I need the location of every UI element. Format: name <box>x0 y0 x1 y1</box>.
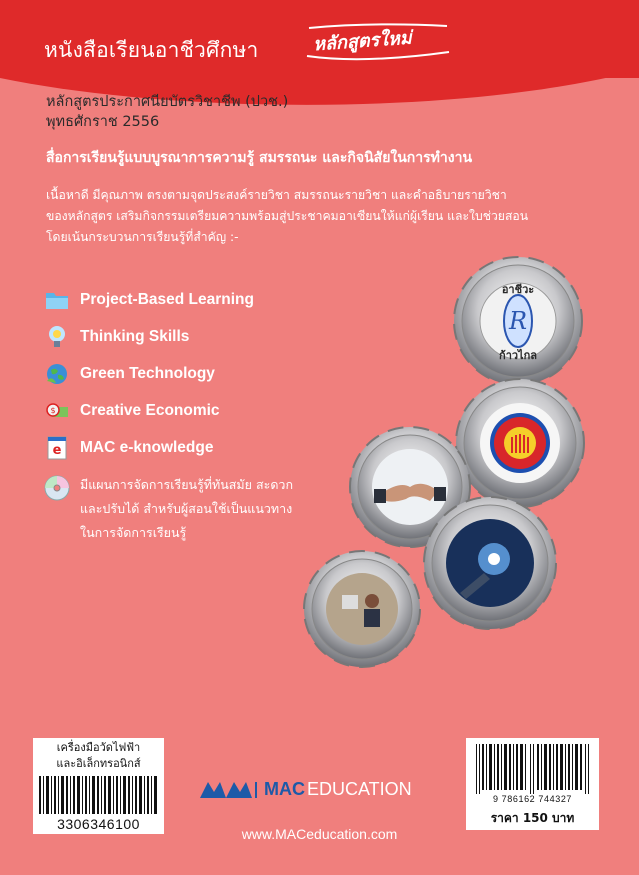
svg-text:e: e <box>52 442 62 458</box>
feature-label: Project-Based Learning <box>80 290 254 308</box>
description-line: ของหลักสูตร เสริมกิจกรรมเตรียมความพร้อมสู่ประชาคมอาเซียนให้แก่ผู้เรียน และใบช่วยสอน <box>46 209 529 223</box>
subject-barcode <box>39 776 158 814</box>
cd-icon <box>44 475 70 501</box>
gear-welding <box>424 497 556 629</box>
lesson-plan-line: มีแผนการจัดการเรียนรู้ที่ทันสมัย สะดวก <box>80 477 294 492</box>
description <box>46 185 606 248</box>
globe-leaf-icon <box>44 361 70 387</box>
subject-code: 3306346100 <box>57 816 140 832</box>
publisher-brand-education: EDUCATION <box>307 779 412 799</box>
feature-label: Thinking Skills <box>80 327 190 345</box>
e-knowledge-icon <box>44 435 70 461</box>
lesson-plan-line: และปรับได้ สำหรับผู้สอนใช้เป็นแนวทาง <box>80 501 293 516</box>
money-icon <box>44 398 70 424</box>
isbn-barcode <box>476 744 589 794</box>
gear-badge-letter: R <box>508 307 528 335</box>
feature-label: Green Technology <box>80 364 215 382</box>
series-title: หนังสือเรียนอาชีวศึกษา <box>44 38 259 62</box>
gear-vocational-badge <box>454 257 582 385</box>
publisher-brand-mac: MAC <box>264 779 305 799</box>
folder-icon <box>44 287 70 313</box>
feature-item <box>44 392 254 429</box>
subject-name <box>33 740 164 772</box>
new-curriculum-badge <box>303 16 453 68</box>
isbn-digits: 9 786162 744327 <box>492 794 573 804</box>
gear-badge-bottom: ก้าวไกล <box>499 349 537 362</box>
subject-name-line: และอิเล็กทรอนิกส์ <box>56 757 141 770</box>
description-line: เนื้อหาดี มีคุณภาพ ตรงตามจุดประสงค์รายวิชา สมรรถนะรายวิชา และคำอธิบายรายวิชา <box>46 188 507 202</box>
feature-item <box>44 318 254 355</box>
feature-item <box>44 281 254 318</box>
svg-text:$: $ <box>50 405 56 415</box>
gears-illustration <box>300 255 639 675</box>
tagline: สื่อการเรียนรู้แบบบูรณาการความรู้ สมรรถนะ และกิจนิสัยในการทำงาน <box>46 150 473 166</box>
description-line: โดยเน้นกระบวนการเรียนรู้ที่สำคัญ :- <box>46 230 239 244</box>
price-label: ราคา 150 บาท <box>490 811 575 825</box>
feature-label: Creative Economic <box>80 401 220 419</box>
mac-mark-icon <box>200 780 258 800</box>
lesson-plan-note <box>44 473 340 545</box>
catalog-box <box>33 738 164 834</box>
lesson-plan-line: ในการจัดการเรียนรู้ <box>80 525 187 540</box>
feature-list <box>44 281 254 466</box>
feature-item <box>44 355 254 392</box>
gear-badge-top: อาชีวะ <box>501 283 535 296</box>
course-name: หลักสูตรประกาศนียบัตรวิชาชีพ (ปวช.) <box>46 94 289 110</box>
isbn-box <box>466 738 599 830</box>
feature-item <box>44 429 254 466</box>
course-info <box>46 92 288 132</box>
lightbulb-icon <box>44 324 70 350</box>
feature-label: MAC e-knowledge <box>80 438 214 456</box>
gear-office <box>304 551 420 667</box>
course-year: พุทธศักราช 2556 <box>46 114 160 130</box>
new-curriculum-label: หลักสูตรใหม่ <box>312 27 413 56</box>
subject-name-line: เครื่องมือวัดไฟฟ้า <box>56 741 141 754</box>
publisher-website[interactable]: www.MACeducation.com <box>241 826 398 842</box>
gear-asean <box>456 379 584 507</box>
publisher-logo <box>200 779 412 800</box>
